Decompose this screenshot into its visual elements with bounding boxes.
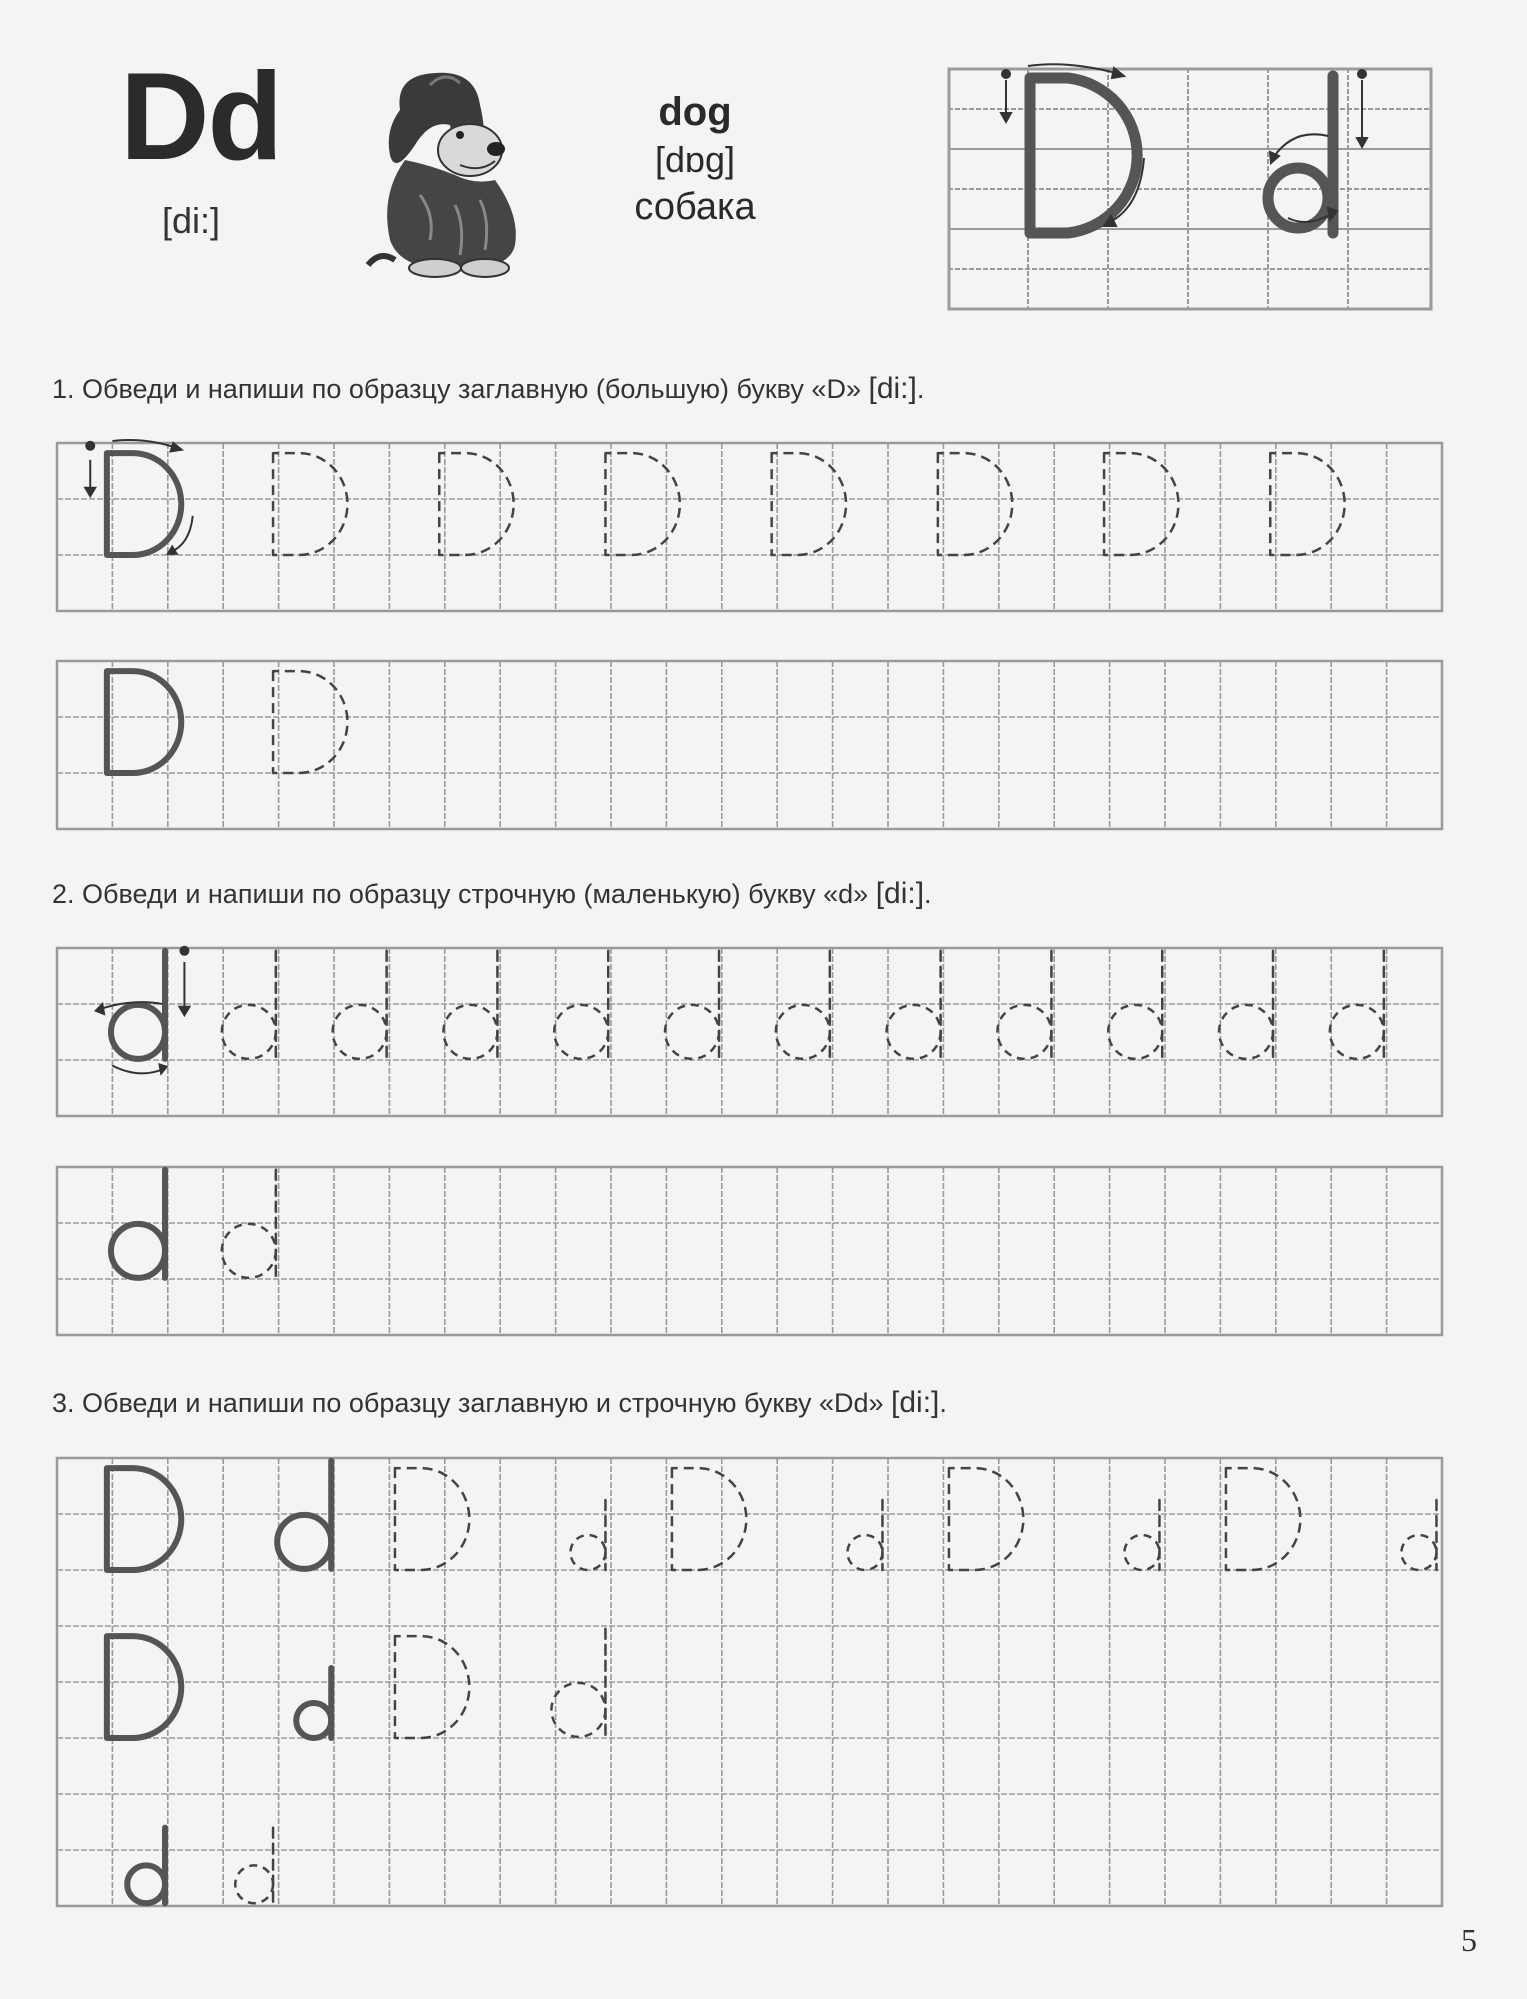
trace-letter-D [273,453,347,555]
task-phonetic: [di:] [891,1386,940,1419]
sample-grid [948,68,1438,313]
letters [111,1170,276,1278]
letters [107,671,348,773]
trace-letter-d [1108,951,1162,1059]
word-block [600,92,790,226]
trace-letter-D [273,671,347,773]
sample-letter-d [277,1461,331,1569]
dog-illustration [360,65,560,280]
trace-letter-d [235,1828,273,1904]
word-transcription: [dɒg] [654,139,736,180]
trace-letter-D [605,453,679,555]
task-phonetic: [di:] [868,372,917,405]
task-1-grid-row-2 [55,659,1444,831]
stroke-order-arrows [85,440,192,554]
task-2-instruction [52,877,932,911]
letter-title: Dd [120,48,282,186]
trace-letter-D [1104,453,1178,555]
sample-letter-D [107,671,181,773]
trace-letter-d [570,1500,605,1570]
trace-letter-d [997,951,1051,1059]
task-3-grid [55,1456,1444,1908]
word: dog [658,90,732,134]
sample-letter-D [107,453,181,555]
stroke-order-arrows [1001,64,1367,226]
letters [107,453,1345,555]
letter-transcription: [di:] [162,200,221,241]
task-2-grid-row-2 [55,1165,1444,1337]
trace-letter-d [222,1170,276,1278]
trace-letter-d [847,1500,882,1570]
word-translation: собака [634,186,756,228]
trace-letter-d [222,951,276,1059]
grid-lines [57,1167,1442,1335]
trace-letter-d [887,951,941,1059]
trace-letter-d [443,951,497,1059]
task-3-instruction [52,1386,947,1420]
task-text: Обведи и напиши по образцу заглавную и строчную букву «Dd» [82,1388,884,1418]
sample-letter-d [111,1170,165,1278]
sample-letter-d [127,1828,165,1904]
task-text: Обведи и напиши по образцу заглавную (большую) букву «D» [82,374,861,404]
trace-letter-d [333,951,387,1059]
trace-letter-D [672,1468,746,1570]
sample-big-d [1030,78,1137,233]
task-number: 3. [52,1388,75,1418]
trace-letter-D [1270,453,1344,555]
task-phonetic: [di:] [875,877,925,910]
trace-letter-d [1401,1500,1436,1570]
trace-letter-d [665,951,719,1059]
trace-letter-D [772,453,846,555]
page-number: 5 [1461,1922,1477,1958]
sample-letter-D [107,1468,181,1570]
task-text: Обведи и напиши по образцу строчную (маленькую) букву «d» [82,879,869,909]
trace-letter-D [439,453,513,555]
task-1-instruction [52,372,924,406]
trace-letter-d [1219,951,1273,1059]
letters [111,951,1384,1059]
grid-lines [57,443,1442,611]
task-1-grid-row-1 [55,441,1444,613]
task-end: . [924,879,932,909]
grid-lines [57,661,1442,829]
trace-letter-d [551,1629,605,1737]
stroke-order-arrows [96,947,190,1074]
task-2-grid-row-1 [55,946,1444,1118]
trace-letter-d [776,951,830,1059]
trace-letter-d [554,951,608,1059]
grid-lines [948,68,1432,310]
task-number: 2. [52,879,75,909]
trace-letter-D [395,1636,469,1738]
trace-letter-d [1330,951,1384,1059]
trace-letter-D [395,1468,469,1570]
trace-letter-D [949,1468,1023,1570]
sample-letter-d [296,1668,331,1738]
grid-lines [57,1458,1442,1906]
trace-letter-d [1124,1500,1159,1570]
task-number: 1. [52,374,75,404]
task-end: . [916,374,925,404]
trace-letter-D [1226,1468,1300,1570]
task-end: . [939,1388,947,1418]
trace-letter-D [938,453,1012,555]
grid-lines [57,948,1442,1116]
sample-letter-D [107,1636,181,1738]
